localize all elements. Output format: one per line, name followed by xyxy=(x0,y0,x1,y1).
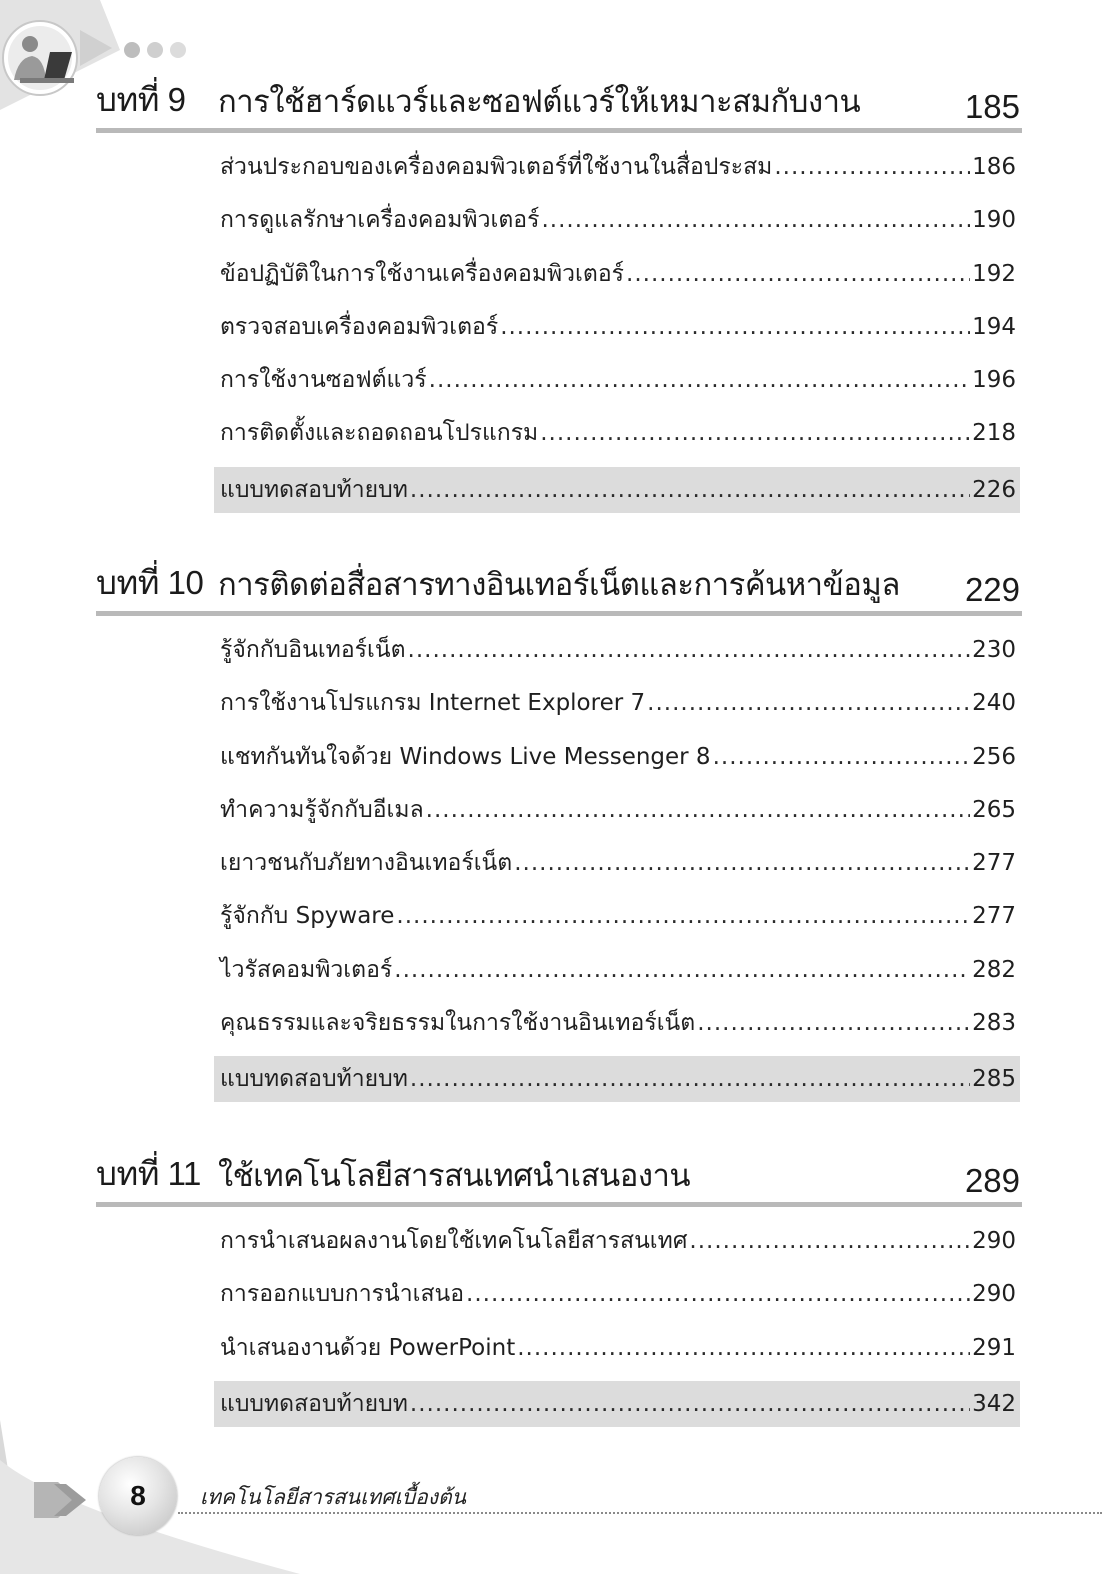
dot-leader xyxy=(426,784,970,837)
dot-leader xyxy=(408,624,971,677)
entry-title: ตรวจสอบเครื่องคอมพิวเตอร์ xyxy=(220,313,499,340)
chapter-10 xyxy=(96,561,1022,1102)
entry-page: 265 xyxy=(972,796,1016,823)
entry-page: 342 xyxy=(972,1390,1016,1417)
toc-entry[interactable] xyxy=(214,1215,1020,1268)
entry-title: ไวรัสคอมพิวเตอร์ xyxy=(220,956,393,983)
toc-entries xyxy=(214,1215,1020,1427)
toc-entries xyxy=(214,624,1020,1102)
toc-entry[interactable] xyxy=(214,624,1020,677)
entry-title: แบบทดสอบท้ายบท xyxy=(220,1066,408,1093)
chapter-title: ใช้เทคโนโลยีสารสนเทศนำเสนองาน xyxy=(218,1158,691,1193)
entry-title: แบบทดสอบท้ายบท xyxy=(220,1390,408,1417)
dot-leader xyxy=(396,890,970,943)
toc-entry[interactable] xyxy=(214,944,1020,997)
dot-leader xyxy=(410,467,970,513)
footer-divider xyxy=(178,1512,1102,1514)
entry-page: 290 xyxy=(972,1228,1016,1254)
entry-title: การนำเสนอผลงานโดยใช้เทคโนโลยีสารสนเทศ xyxy=(220,1228,688,1254)
chapter-page: 185 xyxy=(964,88,1020,125)
dot-leader xyxy=(410,1056,970,1102)
entry-page: 230 xyxy=(972,637,1016,663)
dot-leader xyxy=(541,194,970,247)
entry-title: การใช้งานซอฟต์แวร์ xyxy=(220,367,427,394)
dot-leader xyxy=(647,677,970,730)
entry-page: 218 xyxy=(972,420,1016,447)
entry-title: นำเสนองานด้วย PowerPoint xyxy=(220,1334,516,1361)
entry-page: 283 xyxy=(972,1010,1016,1037)
chapter-11 xyxy=(96,1152,1022,1427)
entry-page: 196 xyxy=(972,367,1016,394)
dot-leader xyxy=(514,837,970,890)
toc-entry[interactable] xyxy=(214,1322,1020,1375)
dot-leader xyxy=(466,1268,970,1321)
entry-page: 285 xyxy=(972,1066,1016,1093)
chapter-label: บทที่ 9 xyxy=(96,81,186,118)
chapter-heading xyxy=(96,1152,1022,1207)
entry-page: 226 xyxy=(972,476,1016,503)
entry-page: 194 xyxy=(972,313,1016,340)
dot-leader xyxy=(517,1322,970,1375)
entry-page: 190 xyxy=(972,207,1016,234)
dot-leader xyxy=(394,944,970,997)
toc-entry[interactable] xyxy=(214,837,1020,890)
entry-title: การใช้งานโปรแกรม Internet Explorer 7 xyxy=(220,690,646,717)
entry-page: 192 xyxy=(972,260,1016,287)
entry-page: 290 xyxy=(972,1281,1016,1308)
entry-page: 291 xyxy=(972,1334,1016,1361)
toc-entry[interactable] xyxy=(214,1268,1020,1321)
chapter-9 xyxy=(96,78,1022,513)
chapter-label: บทที่ 10 xyxy=(96,564,204,601)
entry-page: 277 xyxy=(972,850,1016,877)
toc-entry[interactable] xyxy=(214,890,1020,943)
book-title: เทคโนโลยีสารสนเทศเบื้องต้น xyxy=(200,1485,466,1509)
toc-entry[interactable] xyxy=(214,141,1020,194)
entry-title: แบบทดสอบท้ายบท xyxy=(220,476,408,503)
entry-title: แชทกันทันใจด้วย Windows Live Messenger 8 xyxy=(220,743,711,770)
toc-entry[interactable] xyxy=(214,677,1020,730)
chapter-page: 289 xyxy=(964,1162,1020,1199)
toc-entry[interactable] xyxy=(214,731,1020,784)
toc-entry-exercise[interactable] xyxy=(214,467,1020,513)
entry-page: 186 xyxy=(972,154,1016,180)
toc-entry[interactable] xyxy=(214,407,1020,460)
dot-leader xyxy=(626,248,970,301)
entry-title: ทำความรู้จักกับอีเมล xyxy=(220,796,424,823)
entry-title: ส่วนประกอบของเครื่องคอมพิวเตอร์ที่ใช้งานในสื่อประสม xyxy=(220,154,773,180)
page-number-badge xyxy=(99,1457,177,1535)
dot-leader xyxy=(713,731,971,784)
entry-title: การออกแบบการนำเสนอ xyxy=(220,1281,465,1308)
entry-page: 282 xyxy=(972,956,1016,983)
dot-leader xyxy=(689,1215,970,1268)
toc-entry-exercise[interactable] xyxy=(214,1056,1020,1102)
dot-leader xyxy=(410,1381,970,1427)
toc-entry[interactable] xyxy=(214,194,1020,247)
entry-title: รู้จักกับอินเทอร์เน็ต xyxy=(220,637,406,663)
entry-page: 277 xyxy=(972,903,1016,930)
toc-entries xyxy=(214,141,1020,513)
chapter-title: การใช้ฮาร์ดแวร์และซอฟต์แวร์ให้เหมาะสมกับงาน xyxy=(218,84,861,119)
chapter-title: การติดต่อสื่อสารทางอินเทอร์เน็ตและการค้นหาข้อมูล xyxy=(218,567,900,602)
dot-leader xyxy=(697,997,970,1050)
chapter-heading xyxy=(96,561,1022,616)
toc-entry[interactable] xyxy=(214,301,1020,354)
toc-entry[interactable] xyxy=(214,997,1020,1050)
entry-title: คุณธรรมและจริยธรรมในการใช้งานอินเทอร์เน็ต xyxy=(220,1010,696,1037)
entry-title: รู้จักกับ Spyware xyxy=(220,903,395,930)
entry-title: ข้อปฏิบัติในการใช้งานเครื่องคอมพิวเตอร์ xyxy=(220,260,625,287)
dot-leader xyxy=(429,354,970,407)
dot-leader xyxy=(540,407,970,460)
entry-title: การดูแลรักษาเครื่องคอมพิวเตอร์ xyxy=(220,207,540,234)
toc-entry-exercise[interactable] xyxy=(214,1381,1020,1427)
entry-title: การติดตั้งและถอดถอนโปรแกรม xyxy=(220,420,539,447)
toc-entry[interactable] xyxy=(214,354,1020,407)
dot-leader xyxy=(774,141,970,194)
entry-title: เยาวชนกับภัยทางอินเทอร์เน็ต xyxy=(220,850,513,877)
page-number: 8 xyxy=(130,1480,146,1511)
dot-leader xyxy=(500,301,970,354)
chapter-page: 229 xyxy=(964,571,1020,608)
student-computer-icon xyxy=(3,21,77,95)
entry-page: 240 xyxy=(972,690,1016,717)
chapter-label: บทที่ 11 xyxy=(96,1155,201,1192)
entry-page: 256 xyxy=(972,743,1016,770)
toc-entry[interactable] xyxy=(214,248,1020,301)
toc-entry[interactable] xyxy=(214,784,1020,837)
chapter-heading xyxy=(96,78,1022,133)
